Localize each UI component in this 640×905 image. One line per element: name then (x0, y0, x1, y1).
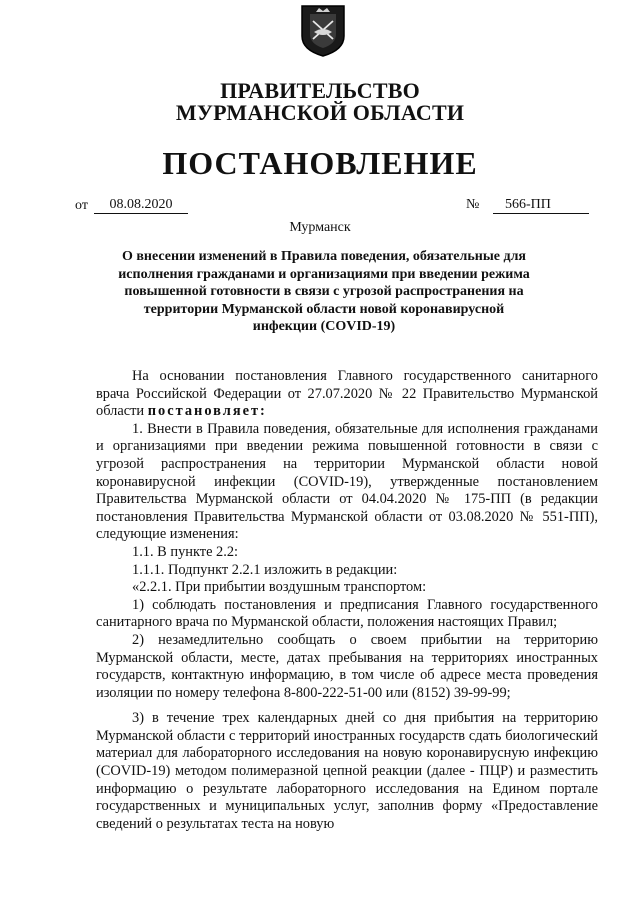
paragraph-1: 1. Внести в Правила поведения, обязательные для исполнения гражданами и организациями при введении режима повышенной готовности в связи с угрозой распространения на территории Мурманской области новой коронавирусной инфекции (COVID-19), утвержденные постановлением Правительства Мурманской области от 04.04.2020 № 175-ПП (в редакции постановления Правительства Мурманской области от 03.08.2020 № 551-ПП), следующие изменения: (96, 420, 598, 543)
intro-text: На основании постановления Главного государственного санитарного врача Российской Федерации от 27.07.2020 № 22 Правительство Мурманской области (96, 368, 598, 420)
document-type-title: ПОСТАНОВЛЕНИЕ (162, 145, 478, 181)
city-name: Мурманск (289, 220, 351, 235)
document-body (96, 368, 598, 833)
government-title-line1: ПРАВИТЕЛЬСТВО (220, 78, 420, 103)
item-2: 2) незамедлительно сообщать о своем прибытии на территорию Мурманской области, месте, датах пребывания на территориях иностранных государств, контактную информацию, в том числе об адресе места проведения изоляции по номеру телефона 8-800-222-51-00 или (8152) 39-99-99; (96, 631, 598, 701)
document-heading: О внесении изменений в Правила поведения, обязательные для исполнения гражданами и организациями при введении режима повышенной готовности в связи с угрозой распространения на территории Мурманской области новой коронавирусной инфекции (COVID-19) (118, 249, 530, 334)
number-sign: № (466, 197, 480, 212)
date-prefix: от (75, 198, 88, 213)
date-number-row (0, 196, 640, 216)
paragraph-2-2-1: «2.2.1. При прибытии воздушным транспортом: (132, 579, 427, 596)
item-3: 3) в течение трех календарных дней со дня прибытия на территорию Мурманской области с территорий иностранных государств сдать биологический материал для лабораторного исследования на новую коронавирусную инфекцию (COVID-19) методом полимеразной цепной реакции (далее - ПЦР) и разместить информацию о результате лабораторного исследования на Едином портале государственных и муниципальных услуг, заполнив форму «Предоставление сведений о результатах теста на новую (96, 710, 598, 832)
item-1: 1) соблюдать постановления и предписания Главного государственного санитарного врача по Мурманской области, положения настоящих Правил; (96, 596, 598, 631)
paragraph-1-1-1: 1.1.1. Подпункт 2.2.1 изложить в редакции: (132, 561, 398, 578)
paragraph-1-1: 1.1. В пункте 2.2: (132, 543, 239, 560)
intro-paragraph (96, 368, 598, 421)
decree-word: постановляет: (147, 403, 267, 420)
coat-of-arms-emblem (300, 4, 346, 58)
document-date: 08.08.2020 (94, 196, 188, 214)
government-title-line2: МУРМАНСКОЙ ОБЛАСТИ (175, 100, 465, 125)
document-number: 566-ПП (493, 196, 589, 214)
